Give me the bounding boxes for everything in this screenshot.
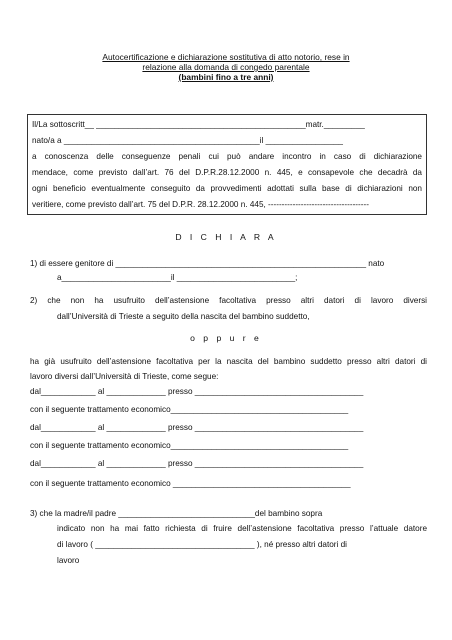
item-2-line-1: 2) che non ha usufruito dell’astensione facoltativa presso altri datori di lavoro diversi <box>30 296 427 305</box>
declarant-box <box>27 114 427 215</box>
period-row-3: dal____________ al _____________ presso _____________________________________ <box>30 459 364 468</box>
item-3-line-1: 3) che la madre/il padre ______________________________del bambino sopra <box>30 509 323 518</box>
alternative-line-1: ha già usufruito dell’astensione facoltativa per la nascita del bambino suddetto presso altri datori di <box>30 357 427 366</box>
item-1-line-2: a________________________il __________________________; <box>57 273 298 282</box>
declarant-name-line: Il/La sottoscritt__ ______________________________________________matr._________ <box>32 120 365 129</box>
title-line-2: relazione alla domanda di congedo parentale <box>142 62 310 72</box>
title-line-1: Autocertificazione e dichiarazione sostitutiva di atto notorio, rese in <box>102 52 350 62</box>
item-3-line-2: indicato non ha mai fatto richiesta di fruire dell’astensione facoltativa presso l’attuale datore <box>57 524 427 533</box>
treatment-row-2: con il seguente trattamento economico_______________________________________ <box>30 441 349 450</box>
item-3-line-3: di lavoro ( ___________________________________ ), né presso altri datori di <box>57 540 347 549</box>
declarant-birth-line: nato/a a ___________________________________________il _________________ <box>32 136 343 145</box>
item-2-line-2: dall’Università di Trieste a seguito della nascita del bambino suddetto, <box>57 312 310 321</box>
title-line-3: (bambini fino a tre anni) <box>178 72 274 82</box>
declarant-text-line-2: mendace, come previsto dall’art. 76 del D.P.R.28.12.2000 n. 445, e consapevole che decadrà da <box>32 168 422 177</box>
declarant-text-line-4: veritiere, come previsto dall’art. 75 del D.P.R. 28.12.2000 n. 445, ------------------------------------- <box>32 200 369 209</box>
document-title <box>40 52 412 82</box>
alternative-line-2: lavoro diversi dall’Università di Trieste, come segue: <box>30 372 219 381</box>
treatment-row-1: con il seguente trattamento economico_______________________________________ <box>30 405 349 414</box>
treatment-row-3: con il seguente trattamento economico _______________________________________ <box>30 479 351 488</box>
period-row-2: dal____________ al _____________ presso _____________________________________ <box>30 423 364 432</box>
item-3-line-4: lavoro <box>57 556 80 565</box>
declarant-text-line-1: a conoscenza delle conseguenze penali cui può andare incontro in caso di dichiarazione <box>32 152 422 161</box>
dichiara-heading: D I C H I A R A <box>175 232 277 242</box>
oppure-heading: o p p u r e <box>190 333 262 343</box>
item-1-line-1: 1) di essere genitore di _______________________________________________________ nato <box>30 259 385 268</box>
declarant-text-line-3: ogni beneficio eventualmente conseguito da provvedimenti adottati sulla base di dichiarazioni non <box>32 184 422 193</box>
period-row-1: dal____________ al _____________ presso _____________________________________ <box>30 387 364 396</box>
